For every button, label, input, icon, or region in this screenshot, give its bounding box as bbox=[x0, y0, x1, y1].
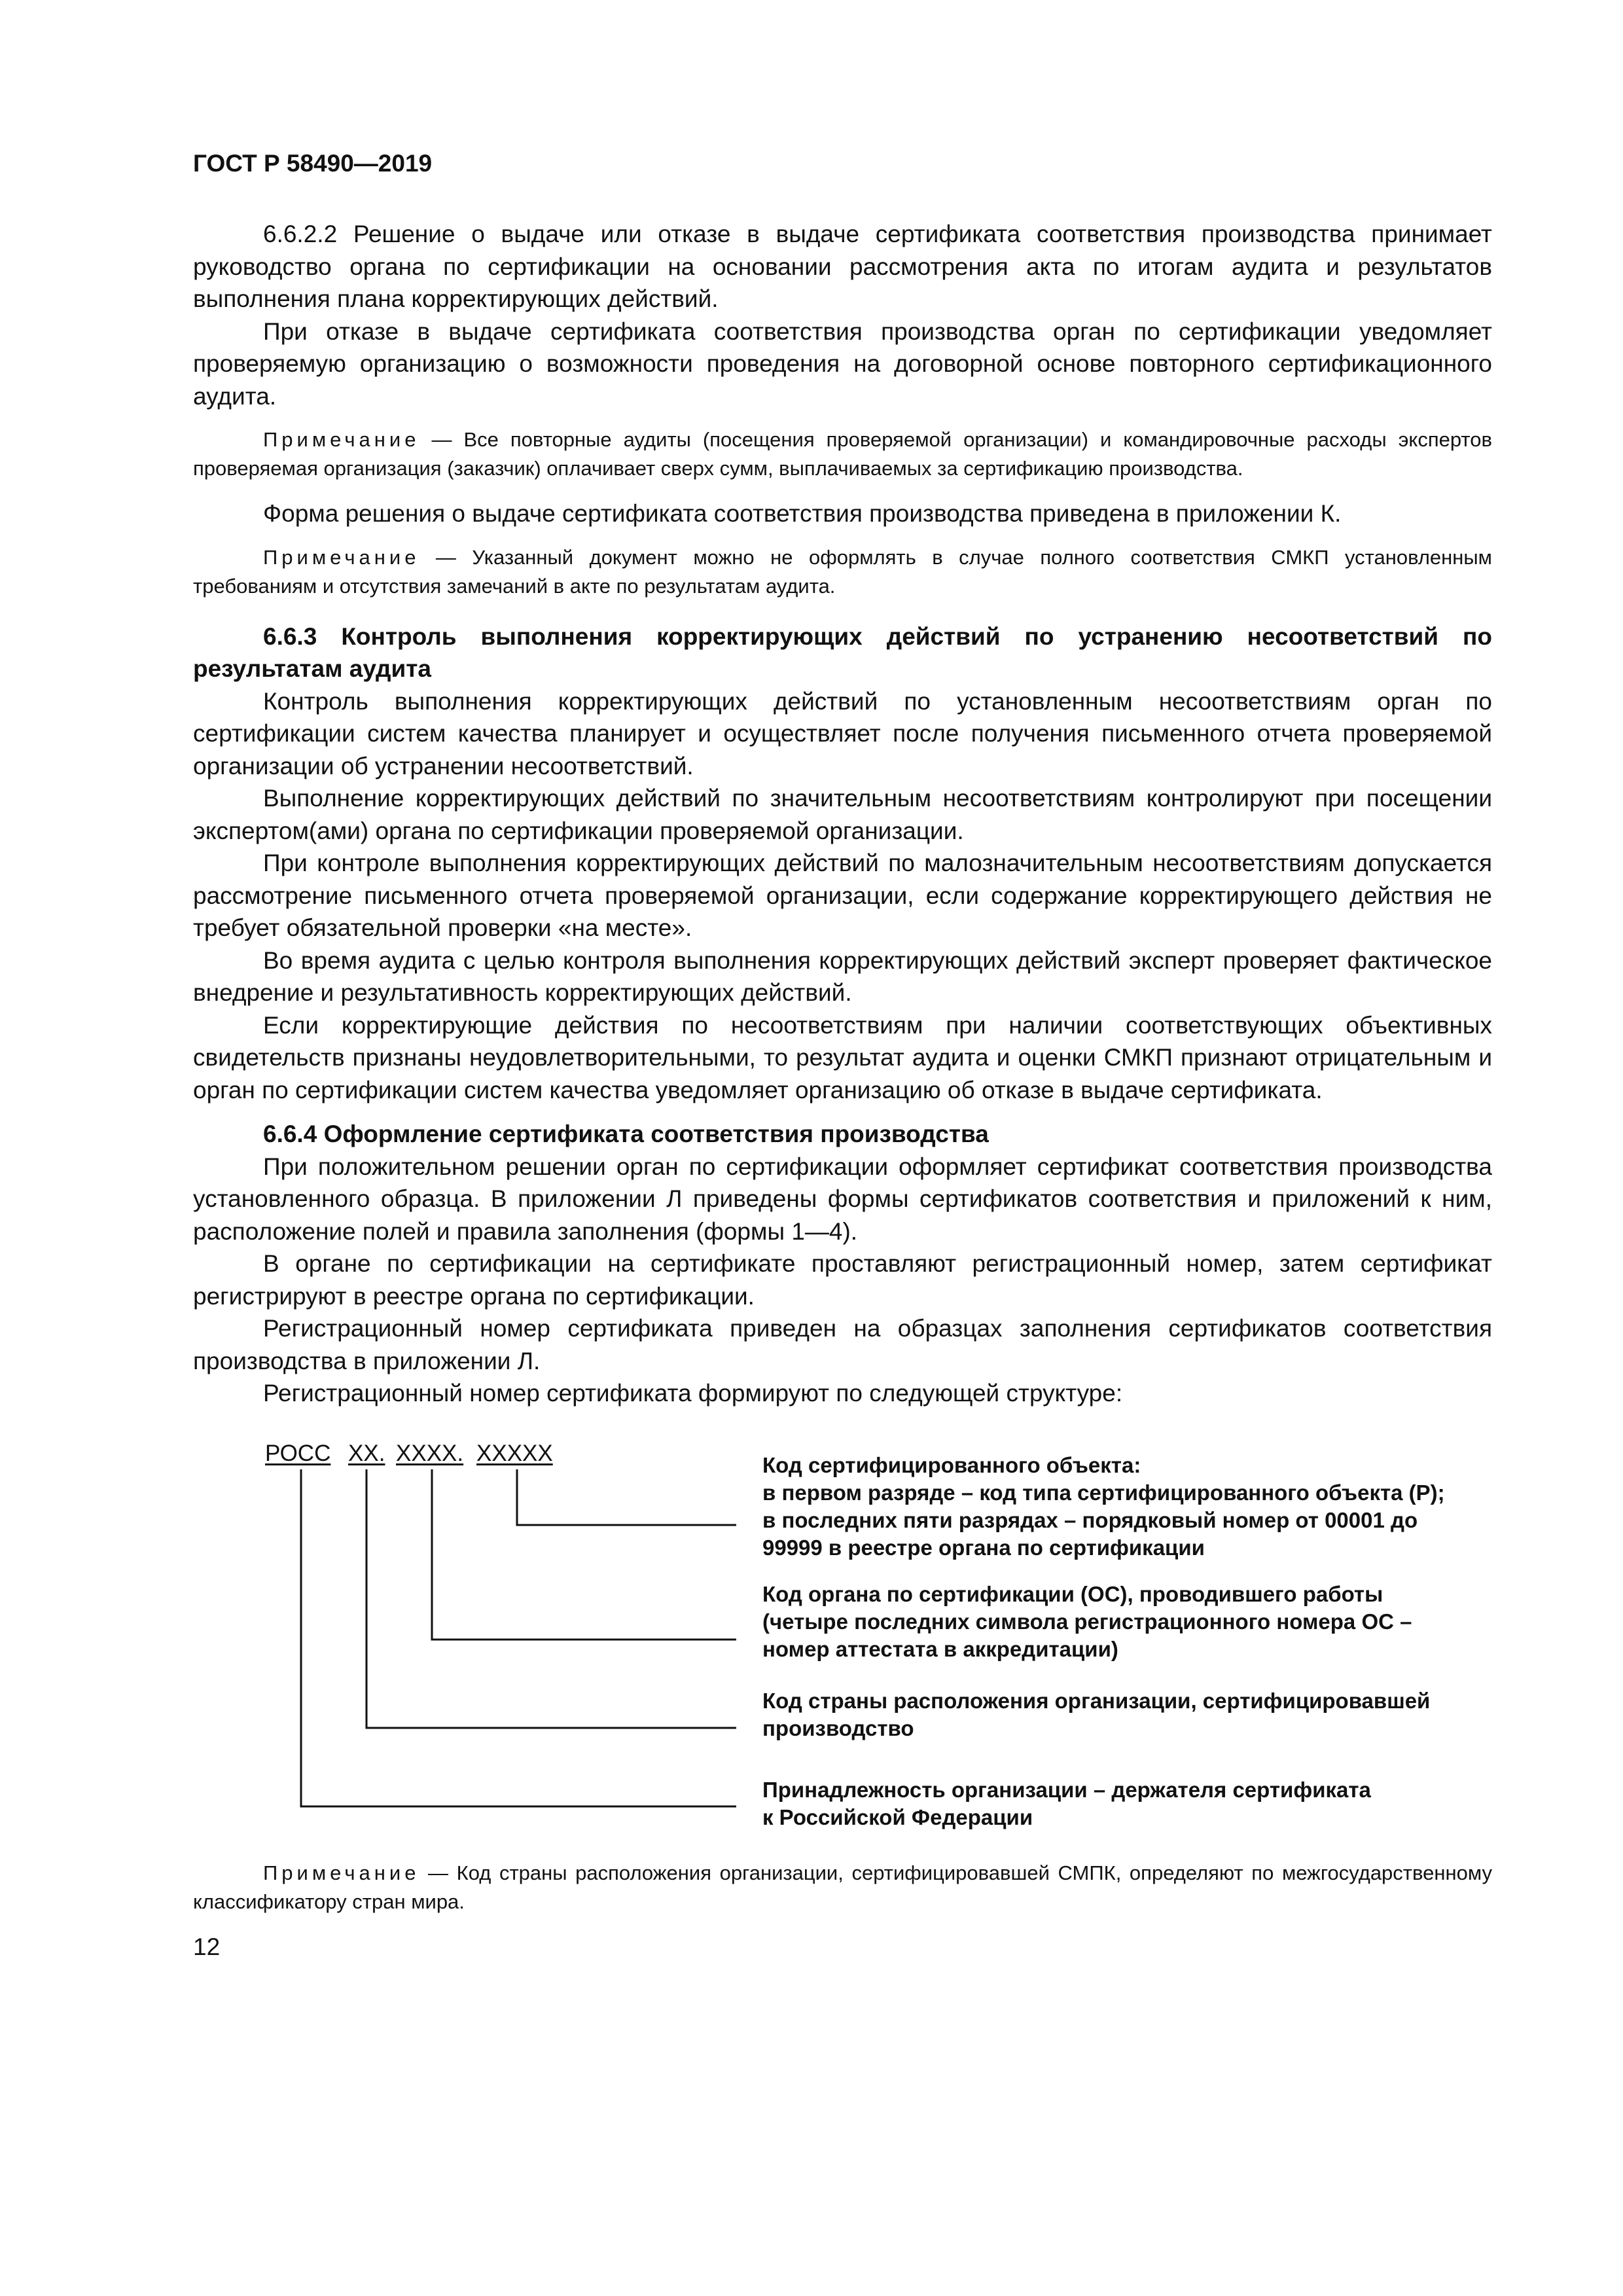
connector-line-body bbox=[432, 1469, 736, 1640]
paragraph: Контроль выполнения корректирующих действий по установленным несоответствиям орган по сертификации систем качества планирует и осуществляет после получения письменного отчета проверяемой организации об устранении несоответствий. bbox=[193, 687, 1492, 780]
description-line: Код страны расположения организации, сертифицировавшей bbox=[762, 1688, 1431, 1713]
document-header: ГОСТ Р 58490—2019 bbox=[193, 150, 433, 177]
paragraph: При положительном решении орган по сертификации оформляет сертификат соответствия производства установленного образца. В приложении Л приведены формы сертификатов соответствия и приложений к ним, расположение полей и правила заполнения (формы 1—4). bbox=[193, 1153, 1492, 1245]
description-line: к Российской Федерации bbox=[762, 1804, 1033, 1829]
code-part-country: XX. bbox=[348, 1440, 385, 1466]
description-line: (четыре последних символа регистрационного номера ОС – bbox=[762, 1609, 1412, 1634]
description-ownership bbox=[762, 1776, 1469, 1831]
connector-line-object bbox=[517, 1469, 736, 1525]
paragraph: В органе по сертификации на сертификате проставляют регистрационный номер, затем сертификат регистрируют в реестре органа по сертификации. bbox=[193, 1250, 1492, 1310]
paragraph: Регистрационный номер сертификата приведен на образцах заполнения сертификатов соответствия производства в приложении Л. bbox=[193, 1315, 1492, 1374]
code-part-body: XXXX. bbox=[396, 1440, 464, 1466]
paragraph: 6.6.2.2 Решение о выдаче или отказе в выдаче сертификата соответствия производства принимает руководство органа по сертификации на основании рассмотрения акта по итогам аудита и результатов выполнения плана корректирующих действий. bbox=[193, 221, 1492, 312]
note-text: — Указанный документ можно не оформлять в случае полного соответствия СМКП установленным требованиям и отсутствия замечаний в акте по результатам аудита. bbox=[193, 545, 1492, 598]
paragraph: Если корректирующие действия по несоответствиям при наличии соответствующих объективных свидетельств признаны неудовлетворительными, то результат аудита и оценки СМКП признают отрицательным и орган по сертификации систем качества уведомляет организацию об отказе в выдаче сертификата. bbox=[193, 1011, 1492, 1103]
registration-number-diagram bbox=[193, 1420, 1492, 1839]
description-line: производство bbox=[762, 1715, 914, 1740]
note bbox=[193, 543, 1492, 601]
paragraph: Регистрационный номер сертификата формируют по следующей структуре: bbox=[263, 1380, 1123, 1407]
description-certification-body bbox=[762, 1581, 1469, 1663]
description-line: Код органа по сертификации (ОС), проводившего работы bbox=[762, 1581, 1383, 1606]
paragraph: Во время аудита с целью контроля выполнения корректирующих действий эксперт проверяет фактическое внедрение и результативность корректирующих действий. bbox=[193, 946, 1492, 1006]
paragraph: При отказе в выдаче сертификата соответствия производства орган по сертификации уведомляет проверяемую организацию о возможности проведения на договорной основе повторного сертификационного аудита. bbox=[193, 317, 1492, 410]
section-heading: 6.6.3 Контроль выполнения корректирующих действий по устранению несоответствий по результатам аудита bbox=[193, 622, 1492, 682]
document-page bbox=[193, 147, 1492, 1964]
description-line: в последних пяти разрядах – порядковый номер от 00001 до 99999 в реестре органа по сертификации bbox=[762, 1507, 1418, 1560]
note-label: Примечание bbox=[263, 545, 420, 569]
note-text: — Все повторные аудиты (посещения проверяемой организации) и командировочные расходы экспертов проверяемая организация (заказчик) оплачивает сверх сумм, выплачиваемых за сертификацию производства. bbox=[193, 428, 1492, 480]
paragraph: Выполнение корректирующих действий по значительным несоответствиям контролируют при посещении экспертом(ами) органа по сертификации проверяемой организации. bbox=[193, 785, 1492, 844]
note-label: Примечание bbox=[263, 1861, 420, 1884]
description-object bbox=[762, 1452, 1469, 1562]
note bbox=[193, 1859, 1492, 1916]
paragraph: При контроле выполнения корректирующих действий по малозначительным несоответствиям допускается рассмотрение письменного отчета проверяемой организации, если содержание корректирующего действия не требует обязательной проверки «на месте». bbox=[193, 850, 1492, 941]
note-label: Примечание bbox=[263, 428, 420, 451]
section-heading: 6.6.4 Оформление сертификата соответствия производства bbox=[263, 1121, 989, 1147]
description-line: Код сертифицированного объекта: bbox=[762, 1452, 1141, 1477]
description-country bbox=[762, 1687, 1469, 1742]
code-part-ross: РОСС bbox=[265, 1440, 331, 1466]
note-text: — Код страны расположения организации, сертифицировавшей СМПК, определяют по межгосударственному классификатору стран мира. bbox=[193, 1861, 1492, 1913]
code-part-object: XXXXX bbox=[476, 1440, 553, 1466]
paragraph: Форма решения о выдаче сертификата соответствия производства приведена в приложении К. bbox=[263, 500, 1342, 527]
note bbox=[193, 425, 1492, 483]
page-number: 12 bbox=[193, 1933, 221, 1960]
connector-line-country bbox=[366, 1469, 736, 1728]
description-line: в первом разряде – код типа сертифицированного объекта (Р); bbox=[762, 1480, 1445, 1505]
description-line: Принадлежность организации – держателя сертификата bbox=[762, 1777, 1371, 1802]
description-line: номер аттестата в аккредитации) bbox=[762, 1636, 1118, 1661]
